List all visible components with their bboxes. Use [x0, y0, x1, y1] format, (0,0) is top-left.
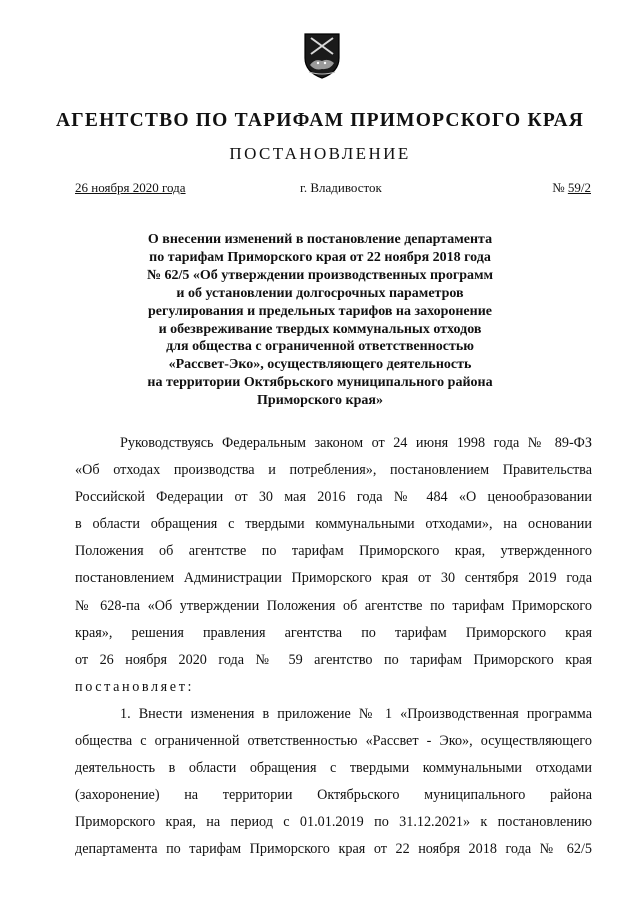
body-line: № 628-па «Об утверждении Положения об агентстве по тарифам Приморского — [75, 597, 592, 614]
document-number-prefix: № — [552, 180, 568, 195]
document-body — [75, 430, 592, 864]
document-number — [552, 180, 591, 196]
body-line: департамента по тарифам Приморского края от 22 ноября 2018 года № 62/5 — [75, 841, 592, 858]
title-line: № 62/5 «Об утверждении производственных программ — [146, 267, 494, 283]
title-line: на территории Октябрьского муниципального района — [147, 375, 493, 391]
body-line: (захоронение) на территории Октябрьского муниципального района — [75, 787, 592, 804]
title-line: О внесении изменений в постановление департамента — [147, 232, 493, 247]
body-line: от 26 ноября 2020 года № 59 агентство по тарифам Приморского края — [75, 651, 592, 668]
document-city: г. Владивосток — [300, 180, 382, 195]
body-line: Российской Федерации от 30 мая 2016 года № 484 «О ценообразовании — [75, 489, 592, 506]
title-line: и обезвреживание твердых коммунальных отходов — [158, 321, 482, 337]
document-date: 26 ноября 2020 года — [75, 180, 186, 195]
body-line-resolves: постановляет: — [75, 678, 195, 695]
body-line: в области обращения с твердыми коммунальными отходами», на основании — [75, 516, 592, 533]
body-line: деятельность в области обращения с твердыми коммунальными отходами — [75, 760, 592, 777]
body-line: «Об отходах производства и потребления», постановлением Правительства — [75, 462, 592, 479]
body-line: края», решения правления агентства по тарифам Приморского края — [75, 624, 592, 641]
document-title — [90, 231, 550, 410]
body-line: Руководствуясь Федеральным законом от 24 июня 1998 года № 89-ФЗ — [120, 435, 592, 451]
body-line: общества с ограниченной ответственностью «Рассвет - Эко», осуществляющего — [75, 733, 592, 750]
title-line: для общества с ограниченной ответственностью — [166, 339, 474, 355]
document-type: ПОСТАНОВЛЕНИЕ — [229, 144, 411, 163]
title-line: регулирования и предельных тарифов на захоронение — [147, 303, 492, 319]
title-line: по тарифам Приморского края от 22 ноября 2018 года — [149, 249, 491, 265]
title-line: «Рассвет-Эко», осуществляющего деятельность — [168, 357, 472, 373]
document-number-value: 59/2 — [567, 180, 591, 195]
coat-of-arms-icon — [303, 32, 341, 80]
body-line: Приморского края, на период с 01.01.2019 по 31.12.2021» к постановлению — [75, 814, 592, 831]
document-meta — [75, 180, 591, 198]
agency-name: АГЕНТСТВО ПО ТАРИФАМ ПРИМОРСКОГО КРАЯ — [55, 110, 585, 131]
title-line: Приморского края» — [257, 393, 383, 409]
body-line: постановлением Администрации Приморского края от 30 сентября 2019 года — [75, 570, 592, 587]
body-line: Положения об агентстве по тарифам Приморского края, утвержденного — [75, 543, 592, 560]
body-line: 1. Внести изменения в приложение № 1 «Производственная программа — [120, 705, 592, 722]
title-line: и об установлении долгосрочных параметров — [176, 285, 464, 301]
